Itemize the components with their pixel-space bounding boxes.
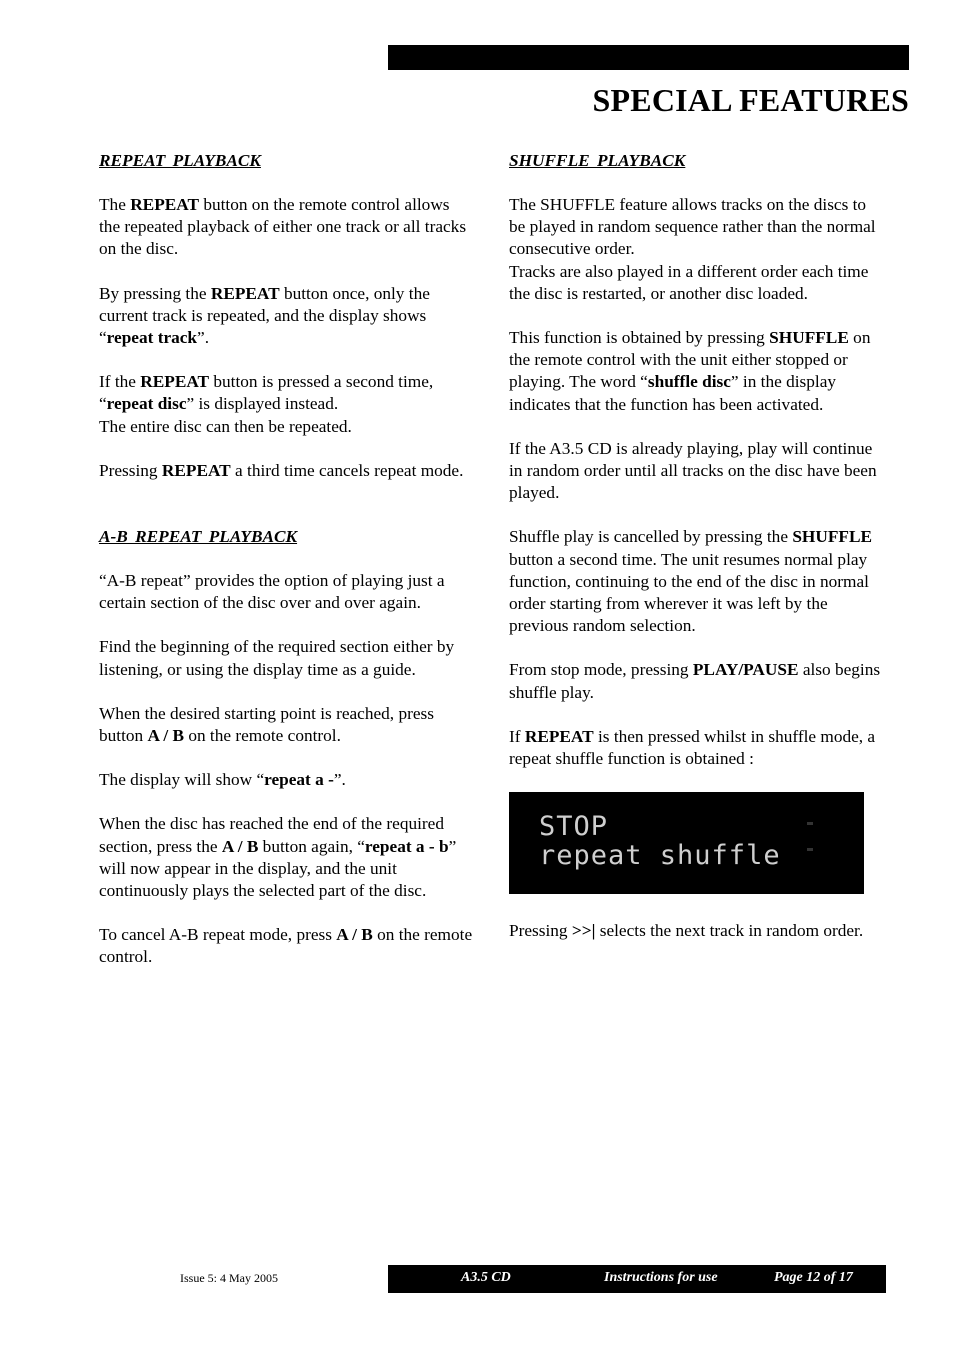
ab-paragraph-6: To cancel A-B repeat mode, press A / B on the remote control. <box>99 925 473 967</box>
repeat-paragraph-4: Pressing REPEAT a third time cancels repeat mode. <box>99 460 464 480</box>
shuffle-paragraph-1: The SHUFFLE feature allows tracks on the discs to be played in random sequence rather than the normal consecutive order. Tracks are also played in a different order each time the disc is restarted, or another disc loaded. <box>509 195 876 303</box>
shuffle-paragraph-3: If the A3.5 CD is already playing, play will continue in random order until all tracks on the disc have been played. <box>509 438 877 503</box>
ab-paragraph-4: The display will show “repeat a -”. <box>99 770 346 790</box>
footer-page-number: Page 12 of 17 <box>774 1270 853 1285</box>
lcd-display-image <box>509 792 864 894</box>
repeat-heading: REPEAT PLAYBACK <box>99 151 261 170</box>
ab-repeat-heading: A-B REPEAT PLAYBACK <box>99 527 298 547</box>
shuffle-paragraph-2: This function is obtained by pressing SHUFFLE on the remote control with the unit either stopped or playing. The word “shuffle disc” in the display indicates that the function has been activated. <box>509 328 871 414</box>
lcd-indicator-dot <box>807 822 813 825</box>
shuffle-paragraph-5: From stop mode, pressing PLAY/PAUSE also begins shuffle play. <box>509 660 881 702</box>
left-column <box>99 150 474 991</box>
lcd-line-1: STOP <box>539 811 609 843</box>
shuffle-paragraph-6: If REPEAT is then pressed whilst in shuffle mode, a repeat shuffle function is obtained : <box>509 726 876 769</box>
ab-paragraph-3: When the desired starting point is reached, press button A / B on the remote control. <box>99 703 434 746</box>
ab-paragraph-1: “A-B repeat” provides the option of playing just a certain section of the disc over and over again. <box>99 571 445 613</box>
shuffle-heading: SHUFFLE PLAYBACK <box>509 151 686 170</box>
lcd-indicator-dot <box>807 848 813 851</box>
footer-issue: Issue 5: 4 May 2005 <box>180 1271 278 1285</box>
ab-paragraph-2: Find the beginning of the required section either by listening, or using the display time as a guide. <box>99 637 455 679</box>
ab-paragraph-5: When the disc has reached the end of the required section, press the A / B button again, “repeat a - b” will now appear in the display, and the unit continuously plays the selected part of the disc. <box>99 814 457 901</box>
lcd-line-2: repeat shuffle <box>539 840 781 872</box>
header-rule-bar <box>388 45 909 70</box>
footer-model: A3.5 CD <box>461 1270 511 1285</box>
footer-doc-title: Instructions for use <box>604 1270 718 1285</box>
shuffle-paragraph-4: Shuffle play is cancelled by pressing the SHUFFLE button a second time. The unit resumes normal play function, continuing to the end of the disc in normal order starting from wherever it was left by the previous random selection. <box>509 527 873 636</box>
footer-bar <box>388 1265 886 1293</box>
repeat-paragraph-2: By pressing the REPEAT button once, only the current track is repeated, and the display shows “repeat track”. <box>99 283 430 348</box>
page-title: SPECIAL FEATURES <box>592 82 909 118</box>
repeat-paragraph-1: The REPEAT button on the remote control allows the repeated playback of either one track or all tracks on the disc. <box>99 195 467 259</box>
shuffle-paragraph-7: Pressing >>| selects the next track in random order. <box>509 921 864 941</box>
repeat-paragraph-3: If the REPEAT button is pressed a second time, “repeat disc” is displayed instead. The entire disc can then be repeated. <box>99 372 434 436</box>
right-column <box>509 150 881 964</box>
